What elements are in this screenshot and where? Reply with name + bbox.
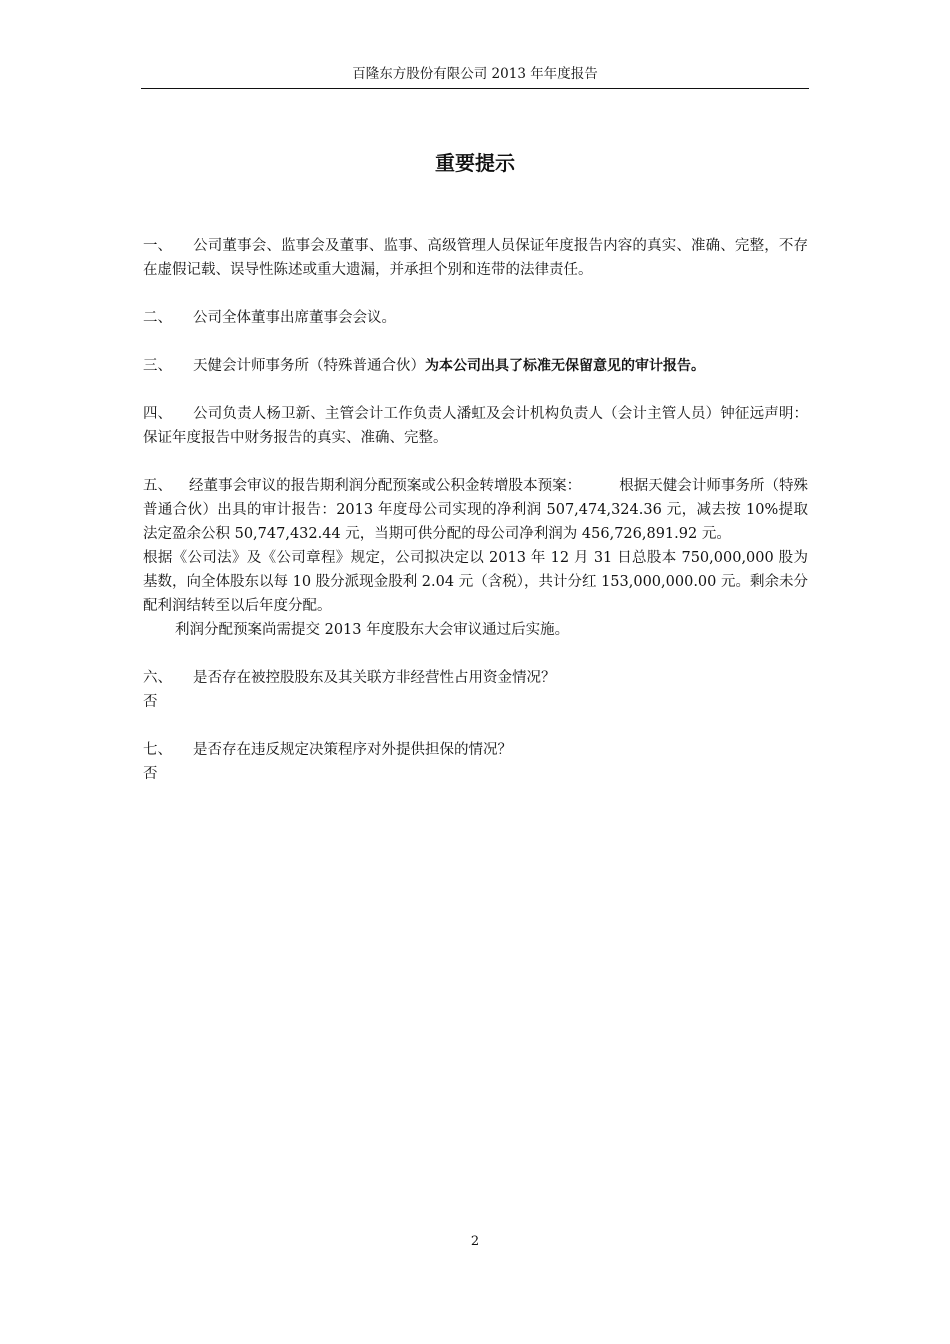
item-text: 公司全体董事出席董事会会议。 xyxy=(193,310,396,326)
item-number: 四、 xyxy=(143,406,172,422)
notice-item-7 xyxy=(143,738,808,786)
notice-item-5 xyxy=(143,474,808,642)
item-lead: 经董事会审议的报告期利润分配预案或公积金转增股本预案： xyxy=(189,478,582,494)
approval-note: 利润分配预案尚需提交 2013 年度股东大会审议通过后实施。 xyxy=(175,622,570,638)
item-answer: 否 xyxy=(143,766,158,782)
running-header: 百隆东方股份有限公司 2013 年年度报告 xyxy=(352,66,598,82)
item-text: 是否存在被控股股东及其关联方非经营性占用资金情况？ xyxy=(193,670,556,686)
notice-item-4 xyxy=(143,402,808,450)
item-number: 五、 xyxy=(143,478,172,494)
item-number: 一、 xyxy=(143,238,172,254)
item-answer: 否 xyxy=(143,694,158,710)
notice-body xyxy=(143,234,808,810)
item-text-bold: 为本公司出具了标准无保留意见的审计报告。 xyxy=(425,358,705,374)
notice-item-6 xyxy=(143,666,808,714)
item-number: 三、 xyxy=(143,358,172,374)
item-text: 根据天健会计师事务所（特殊普通合伙）出具的审计报告：2013 年度母公司实现的净利润 507,474,324.36 元，减去按 10%提取法定盈余公积 50,747,432.44 元，当期可供分配的母公司净利润为 456,726,891.92 元。 xyxy=(143,478,809,542)
item-number: 六、 xyxy=(143,670,172,686)
item-text: 公司负责人杨卫新、主管会计工作负责人潘虹及会计机构负责人（会计主管人员）钟征远声明：保证年度报告中财务报告的真实、准确、完整。 xyxy=(143,406,808,446)
profit-distribution-paragraph xyxy=(143,474,808,546)
item-number: 七、 xyxy=(143,742,172,758)
dividend-plan-paragraph: 根据《公司法》及《公司章程》规定，公司拟决定以 2013 年 12 月 31 日总股本 750,000,000 股为基数，向全体股东以每 10 股分派现金股利 2.04 元（含税），共计分红 153,000,000.00 元。剩余未分配利润结转至以后年度分配。 xyxy=(143,550,808,614)
item-number: 二、 xyxy=(143,310,172,326)
notice-item-2 xyxy=(143,306,808,330)
item-text: 是否存在违反规定决策程序对外提供担保的情况？ xyxy=(193,742,512,758)
item-text: 天健会计师事务所（特殊普通合伙） xyxy=(193,358,425,374)
notice-item-1 xyxy=(143,234,808,282)
header-divider xyxy=(141,88,809,89)
page-title: 重要提示 xyxy=(435,151,515,175)
page-number: 2 xyxy=(470,1234,480,1249)
item-text: 公司董事会、监事会及董事、监事、高级管理人员保证年度报告内容的真实、准确、完整，不存在虚假记载、误导性陈述或重大遗漏，并承担个别和连带的法律责任。 xyxy=(143,238,808,278)
notice-item-3 xyxy=(143,354,808,378)
